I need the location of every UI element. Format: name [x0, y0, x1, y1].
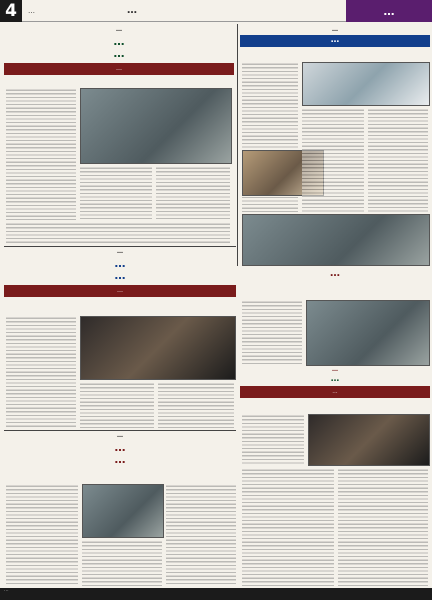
story-vadsar-photo-1	[302, 62, 430, 106]
story-ioc-kicker: …	[117, 432, 123, 439]
story-boat-body-col3	[156, 166, 230, 220]
masthead	[0, 0, 432, 22]
story-bhayli	[240, 366, 430, 412]
story-ioc-body-col1	[6, 484, 78, 586]
story-liquor-body-col3	[158, 382, 234, 428]
story-liquor-headline-2: …	[114, 269, 126, 283]
story-liquor	[4, 248, 236, 312]
story-bhayli-body-col1	[242, 414, 304, 464]
story-kamati	[240, 268, 430, 298]
story-ioc-body-col3	[166, 484, 236, 586]
story-liquor-band: …	[4, 285, 236, 297]
column-rule	[237, 24, 238, 266]
story-vadsar-body-col2	[302, 108, 364, 212]
story-ioc-headline-2: …	[114, 453, 126, 467]
story-ioc-photo	[82, 484, 164, 538]
story-ioc	[4, 432, 236, 480]
dateline: …	[28, 6, 35, 15]
story-vadsar-headline: …	[240, 35, 430, 47]
story-kamati-photo	[306, 300, 430, 366]
right-bottom-body-col2	[338, 468, 428, 586]
story-vadsar-photo-3	[242, 214, 430, 266]
story-kamati-body-col1	[242, 300, 302, 364]
story-boat-photo	[80, 88, 232, 164]
story-boat-body-col1	[6, 88, 76, 220]
story-vadsar-kicker: …	[332, 26, 338, 33]
story-liquor-photo	[80, 316, 236, 380]
story-ioc-body-col2	[82, 540, 162, 586]
story-boat-body-col2	[80, 166, 152, 220]
story-boat-band: …	[4, 63, 234, 75]
story-kamati-headline: …	[330, 268, 340, 279]
story-vadsar-body-col3	[368, 108, 428, 212]
story-boat	[4, 26, 234, 84]
story-bhayli-band: …	[240, 386, 430, 398]
section-rule	[4, 246, 236, 247]
right-bottom-body-col1	[242, 468, 334, 586]
story-bhayli-photo	[308, 414, 430, 466]
city-section: …	[127, 5, 137, 16]
story-bhayli-headline: …	[330, 374, 340, 384]
story-boat-kicker: …	[116, 26, 122, 33]
story-vadsar	[240, 26, 430, 58]
story-liquor-kicker: …	[117, 248, 123, 255]
story-liquor-body-col2	[80, 382, 154, 428]
masthead-center	[22, 0, 346, 22]
section-rule-2	[4, 430, 236, 431]
page-number: 4	[0, 0, 22, 22]
brand-logo: …	[346, 0, 432, 22]
story-boat-headline-1: …	[113, 35, 125, 48]
story-bhayli-kicker: …	[332, 366, 338, 373]
story-liquor-body-col1	[6, 316, 76, 428]
story-ioc-headline-1: …	[114, 441, 126, 454]
story-boat-headline-2: …	[113, 47, 125, 61]
story-liquor-headline-1: …	[114, 257, 126, 270]
imprint-footer: …	[0, 588, 432, 600]
story-boat-body-bottom	[6, 222, 230, 244]
